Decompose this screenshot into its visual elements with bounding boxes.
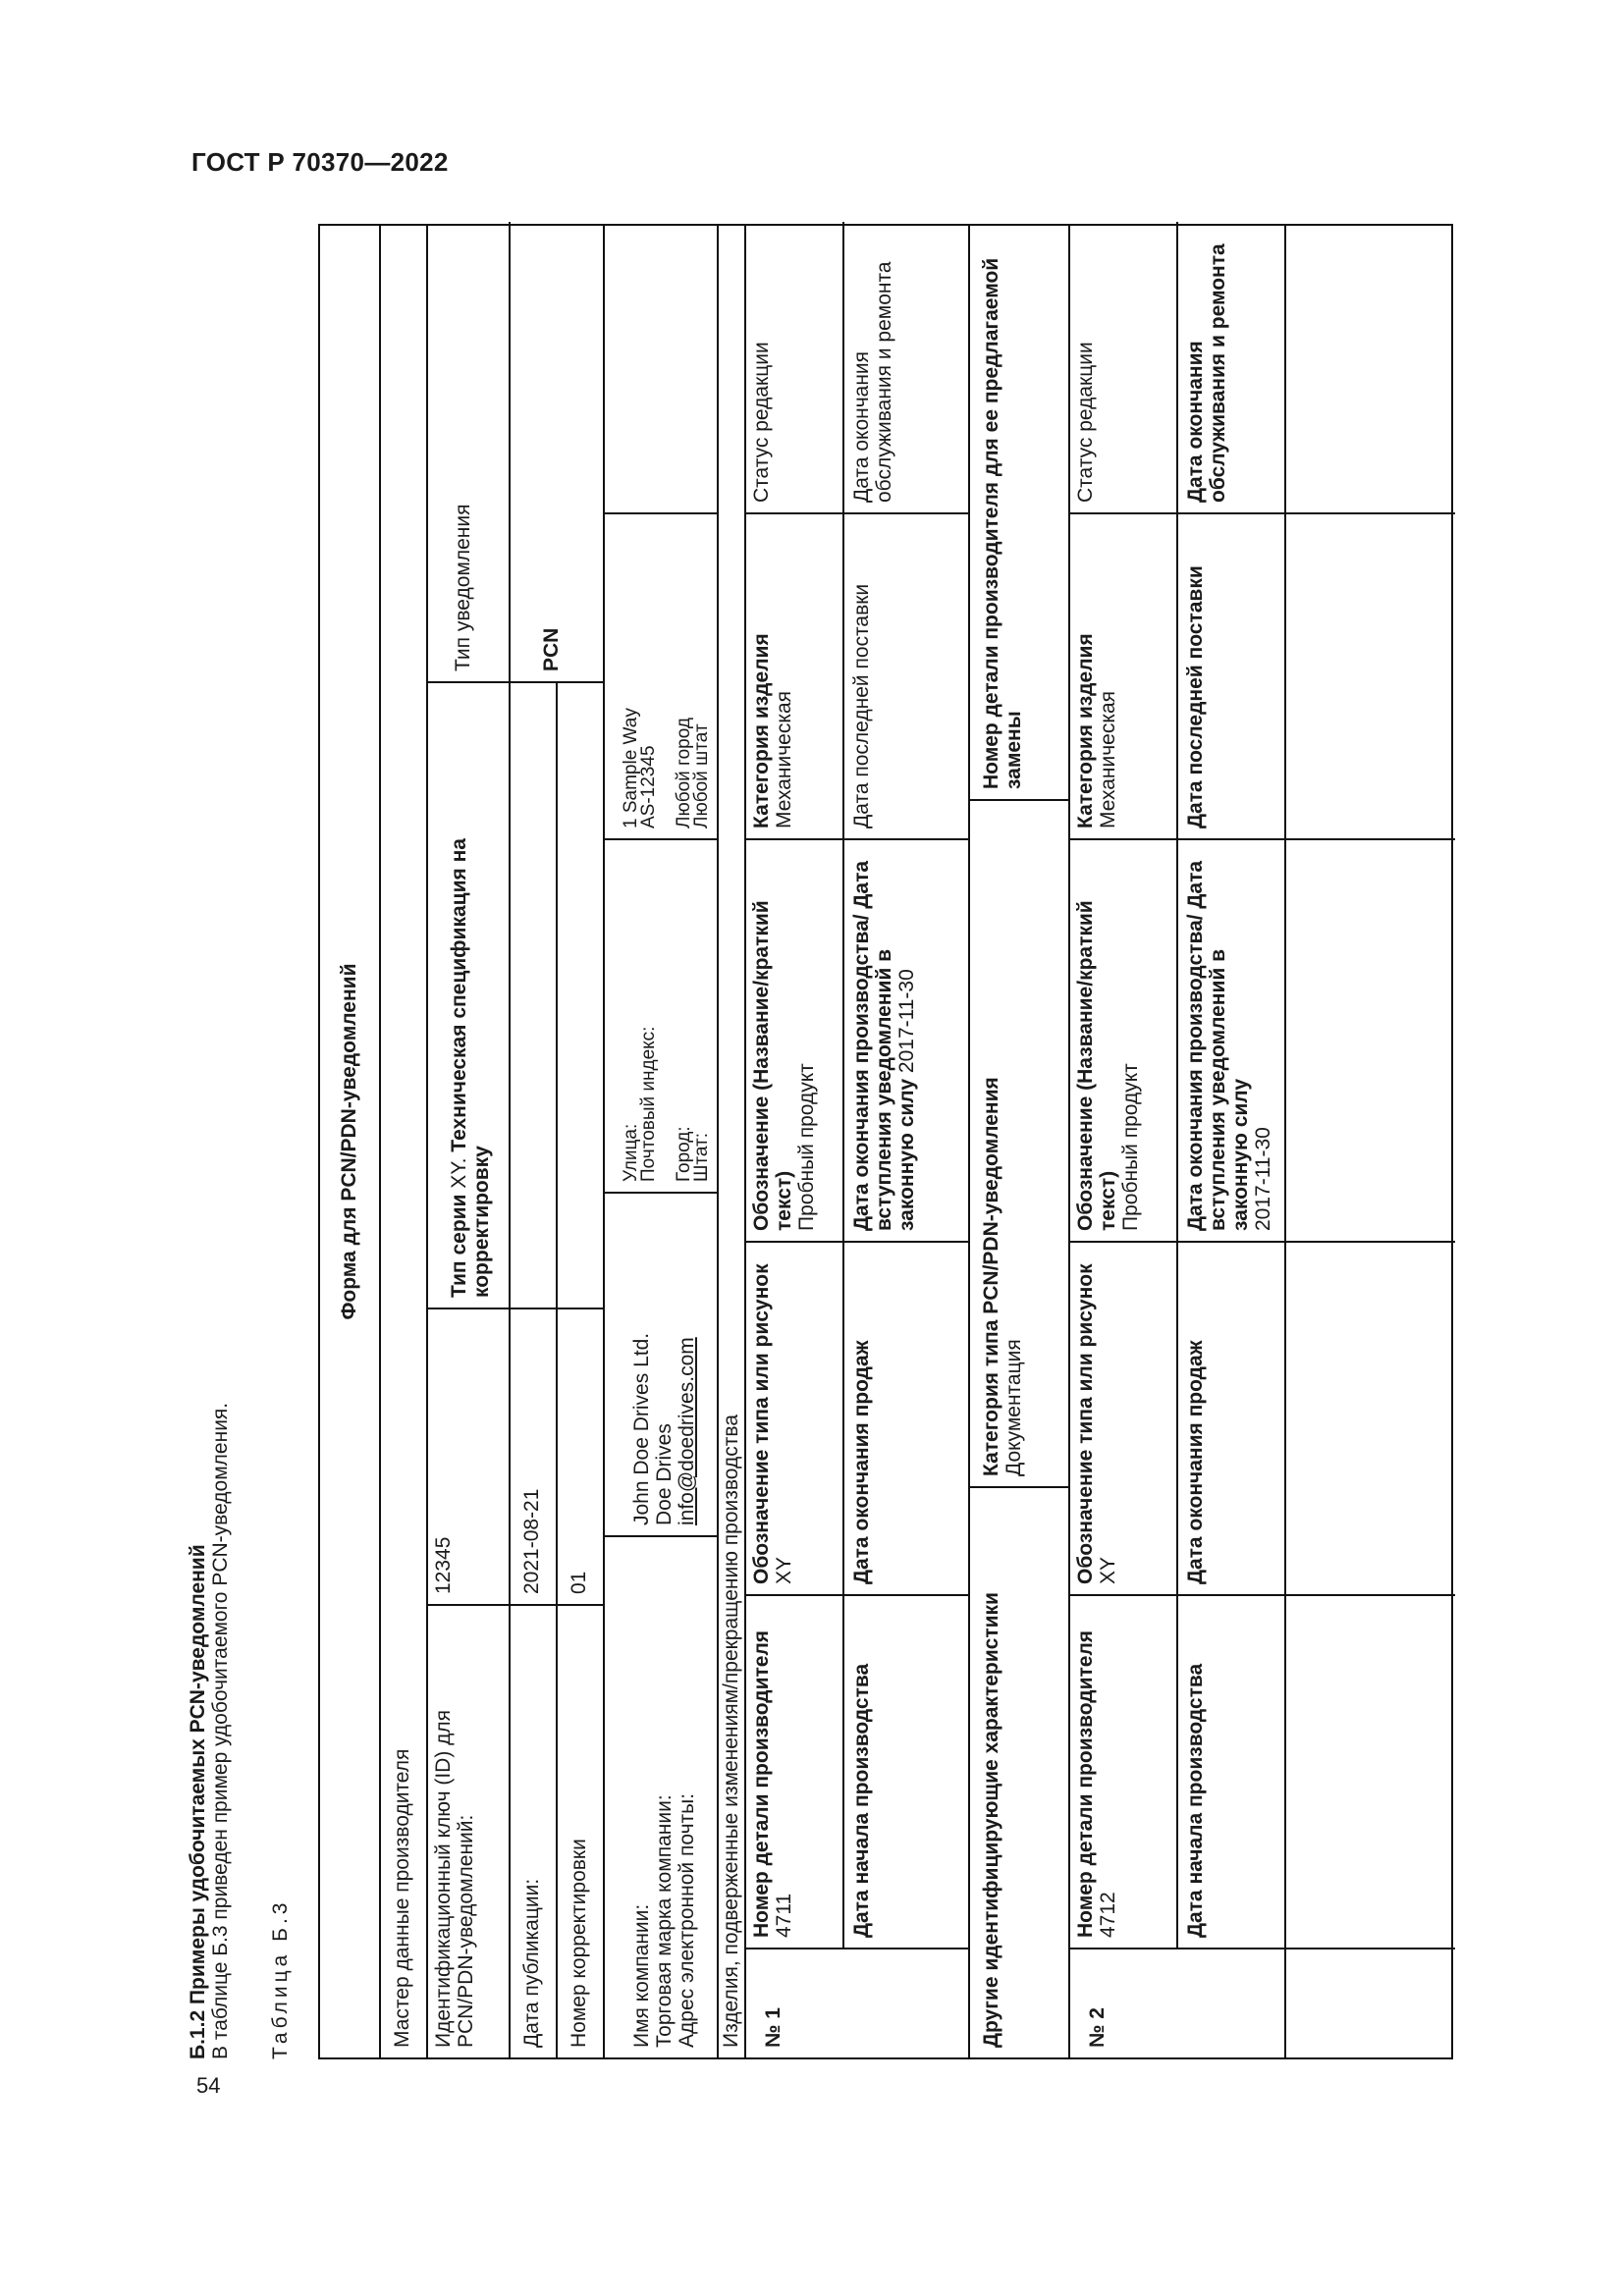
item-1-production-end: Дата окончания производства/ Дата вступления уведомлений в законную силу 2017-11-30 xyxy=(850,860,918,1231)
item-2-start-date: Дата начала производства xyxy=(1184,1663,1207,1938)
item-1-sales-end: Дата окончания продаж xyxy=(850,1340,873,1584)
section-title: Б.1.2 Примеры удобочитаемых PCN-уведомлений xyxy=(187,1544,209,2059)
item-1-part: Номер детали производителя 4711 xyxy=(750,1629,795,1938)
item-1-last-delivery: Дата последней поставки xyxy=(850,583,873,828)
publication-date-value: 2021-08-21 xyxy=(520,1488,543,1594)
intro-text: В таблице Б.3 приведен пример удобочитаемого PCN-уведомления. xyxy=(209,1402,232,2059)
company-labels: Имя компании: Торговая марка компании: Адрес электронной почты: xyxy=(630,1792,698,2048)
page-number: 54 xyxy=(196,2073,221,2098)
item-2-category: Категория изделия Механическая xyxy=(1074,633,1119,828)
item-2-designation: Обозначение (Название/краткий текст) Пробный продукт xyxy=(1074,900,1142,1231)
item-2-production-end: Дата окончания производства/ Дата вступления уведомлений в законную силу 2017-11-30 xyxy=(1184,860,1274,1231)
intro xyxy=(187,224,232,2059)
pcn-table xyxy=(318,224,1453,2059)
id-value: 12345 xyxy=(432,1536,455,1594)
other-characteristics-label: Другие идентифицирующие характеристики xyxy=(980,1592,1002,2048)
empty-cell xyxy=(603,222,717,512)
item-2-type: Обозначение типа или рисунок XY xyxy=(1074,1263,1119,1584)
revision-value: 01 xyxy=(568,1571,590,1594)
rotated-page-content xyxy=(187,224,1453,2059)
item-2-last-delivery: Дата последней поставки xyxy=(1184,565,1207,828)
address-labels: Улица: Почтовый индекс: Город: Штат: xyxy=(621,1026,712,1182)
item-2-part: Номер детали производителя 4712 xyxy=(1074,1629,1119,1938)
email-link[interactable]: info@doedrives.com xyxy=(676,1337,698,1525)
master-data-header: Мастер данные производителя xyxy=(391,1748,413,2048)
item-2-number: № 2 xyxy=(1086,2007,1109,2048)
item-1-category: Категория изделия Механическая xyxy=(750,633,795,828)
item-1-status: Статус редакции xyxy=(750,342,773,503)
item-2-status: Статус редакции xyxy=(1074,342,1097,503)
item-2-sales-end: Дата окончания продаж xyxy=(1184,1340,1207,1584)
address-values: 1 Sample Way AS-12345 Любой город Любой штат xyxy=(621,708,712,828)
item-2-service-end: Дата окончания обслуживания и ремонта xyxy=(1184,243,1229,503)
item-1-type: Обозначение типа или рисунок XY xyxy=(750,1263,795,1584)
item-1-designation: Обозначение (Название/краткий текст) Пробный продукт xyxy=(750,900,818,1231)
item-1-number: № 1 xyxy=(762,2007,785,2048)
item-1-service-end: Дата окончания обслуживания и ремонта xyxy=(850,261,895,503)
replacement-part-label: Номер детали производителя для ее предлагаемой замены xyxy=(980,257,1025,789)
empty-row xyxy=(1286,226,1455,2057)
id-label: Идентификационный ключ (ID) для PCN/PDN-уведомлений: xyxy=(432,1709,477,2048)
notification-category: Категория типа PCN/PDN-уведомления Документация xyxy=(980,1077,1025,1476)
item-1-start-date: Дата начала производства xyxy=(850,1663,873,1938)
revision-label: Номер корректировки xyxy=(568,1839,590,2048)
notification-type-value: PCN xyxy=(540,627,563,671)
products-header: Изделия, подверженные изменениям/прекращению производства xyxy=(720,1414,742,2048)
company-values: John Doe Drives Ltd. Doe Drives info@doedrives.com xyxy=(603,1194,717,1535)
form-title: Форма для PCN/PDN-уведомлений xyxy=(338,963,360,1320)
type-series: Тип серии XY. Техническая спецификация на корректировку xyxy=(448,838,493,1298)
table-label: Таблица Б.3 xyxy=(269,1898,292,2059)
notification-type-label: Тип уведомления xyxy=(452,504,474,671)
publication-date-label: Дата публикации: xyxy=(520,1878,543,2048)
document-header: ГОСТ Р 70370—2022 xyxy=(191,147,449,177)
